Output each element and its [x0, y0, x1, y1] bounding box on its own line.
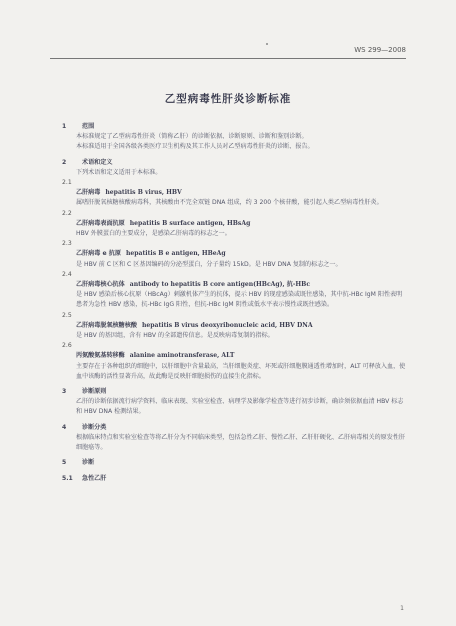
section-4-para-1: 根据临床特点和实验室检查等将乙肝分为不同临床类型，包括急性乙肝、慢性乙肝、乙肝肝硬化、乙肝病毒相关的原发性肝细胞癌等。 — [76, 433, 406, 452]
section-5-heading: 5 诊断 — [62, 459, 95, 467]
term-2-5-definition: 是 HBV 的基因组，含有 HBV 的全部遗传信息。是反映病毒复制的指标。 — [76, 332, 274, 340]
section-1-heading: 1 范围 — [62, 123, 95, 130]
section-3-para-1: 乙肝的诊断依据流行病学资料、临床表现、实验室检查、病理学及影像学检查等进行初步诊断，确诊须依据血清 HBV 标志和 HBV DNA 检测结果。 — [76, 398, 404, 416]
term-2-1-number: 2.1 — [62, 179, 72, 187]
page-number: 1 — [400, 605, 404, 612]
term-2-4-number: 2.4 — [62, 270, 72, 278]
section-1-para-1: 本标准规定了乙型病毒性肝炎（简称乙肝）的诊断依据、诊断原则、诊断和鉴别诊断。 — [76, 133, 308, 141]
term-2-3-heading: 乙肝病毒 e 抗原 hepatitis B e antigen, HBeAg — [76, 250, 226, 258]
section-3-heading: 3 诊断原则 — [62, 388, 107, 396]
header-rule — [50, 58, 406, 59]
term-2-6-heading: 丙氨酸氨基转移酶 alanine aminotransferase, ALT — [76, 352, 235, 360]
term-2-3-number: 2.3 — [62, 240, 72, 248]
term-2-5-heading: 乙肝病毒脱氧核糖核酸 hepatitis B virus deoxyribonucleic acid, HBV DNA — [76, 321, 313, 329]
term-2-5-number: 2.5 — [62, 311, 72, 319]
section-2-intro: 下列术语和定义适用于本标准。 — [76, 168, 162, 176]
scan-speck — [266, 43, 268, 45]
term-2-1-heading: 乙肝病毒 hepatitis B virus, HBV — [76, 189, 182, 197]
term-2-2-number: 2.2 — [62, 209, 72, 217]
term-2-1-definition: 属嗜肝脱氧核糖核酸病毒科，其核酸由不完全双链 DNA 组成，约 3 200 个核苷酸，能引起人类乙型病毒性肝炎。 — [76, 199, 383, 207]
term-2-6-number: 2.6 — [62, 342, 72, 350]
term-2-4-heading: 乙肝病毒核心抗体 antibody to hepatitis B core antigen(HBcAg), 抗-HBc — [76, 281, 311, 289]
term-2-2-definition: HBV 外膜蛋白的主要成分，是感染乙肝病毒的标志之一。 — [76, 230, 231, 238]
term-2-4-definition: 是 HBV 感染后核心抗原（HBcAg）刺激机体产生的抗体，提示 HBV 的现症感染或既往感染，其中抗-HBc IgM 阳性表明患者为急性 HBV 感染，抗-HBc IgG 阳性，但抗-HBc IgM 阴性或低水平表示慢性或既往感染。 — [76, 291, 403, 309]
term-2-3-definition: 是 HBV 前 C 区和 C 区基因编码的分泌型蛋白，分子量约 15kD。是 HBV DNA 复制的标志之一。 — [76, 260, 342, 268]
section-2-heading: 2 术语和定义 — [62, 158, 113, 166]
section-4-heading: 4 诊断分类 — [62, 423, 107, 431]
term-2-2-heading: 乙肝病毒表面抗原 hepatitis B surface antigen, HBsAg — [76, 219, 251, 227]
document-title: 乙型病毒性肝炎诊断标准 — [164, 93, 292, 105]
document-body — [62, 117, 406, 484]
standard-code: WS 299—2008 — [354, 46, 406, 54]
section-5-1-heading: 5.1 急性乙肝 — [62, 474, 107, 482]
term-2-6-definition: 主要存在于各种组织的细胞中，以肝细胞中含量最高，当肝细胞炎症、坏死或肝细胞膜通透性增加时，ALT 可释放入血，使血中该酶的活性显著升高，故此酶是反映肝细胞损伤的直接生化指标。 — [76, 362, 406, 380]
section-1-para-2: 本标准适用于全国各级各类医疗卫生机构及其工作人员对乙型病毒性肝炎的诊断、报告。 — [76, 143, 314, 151]
